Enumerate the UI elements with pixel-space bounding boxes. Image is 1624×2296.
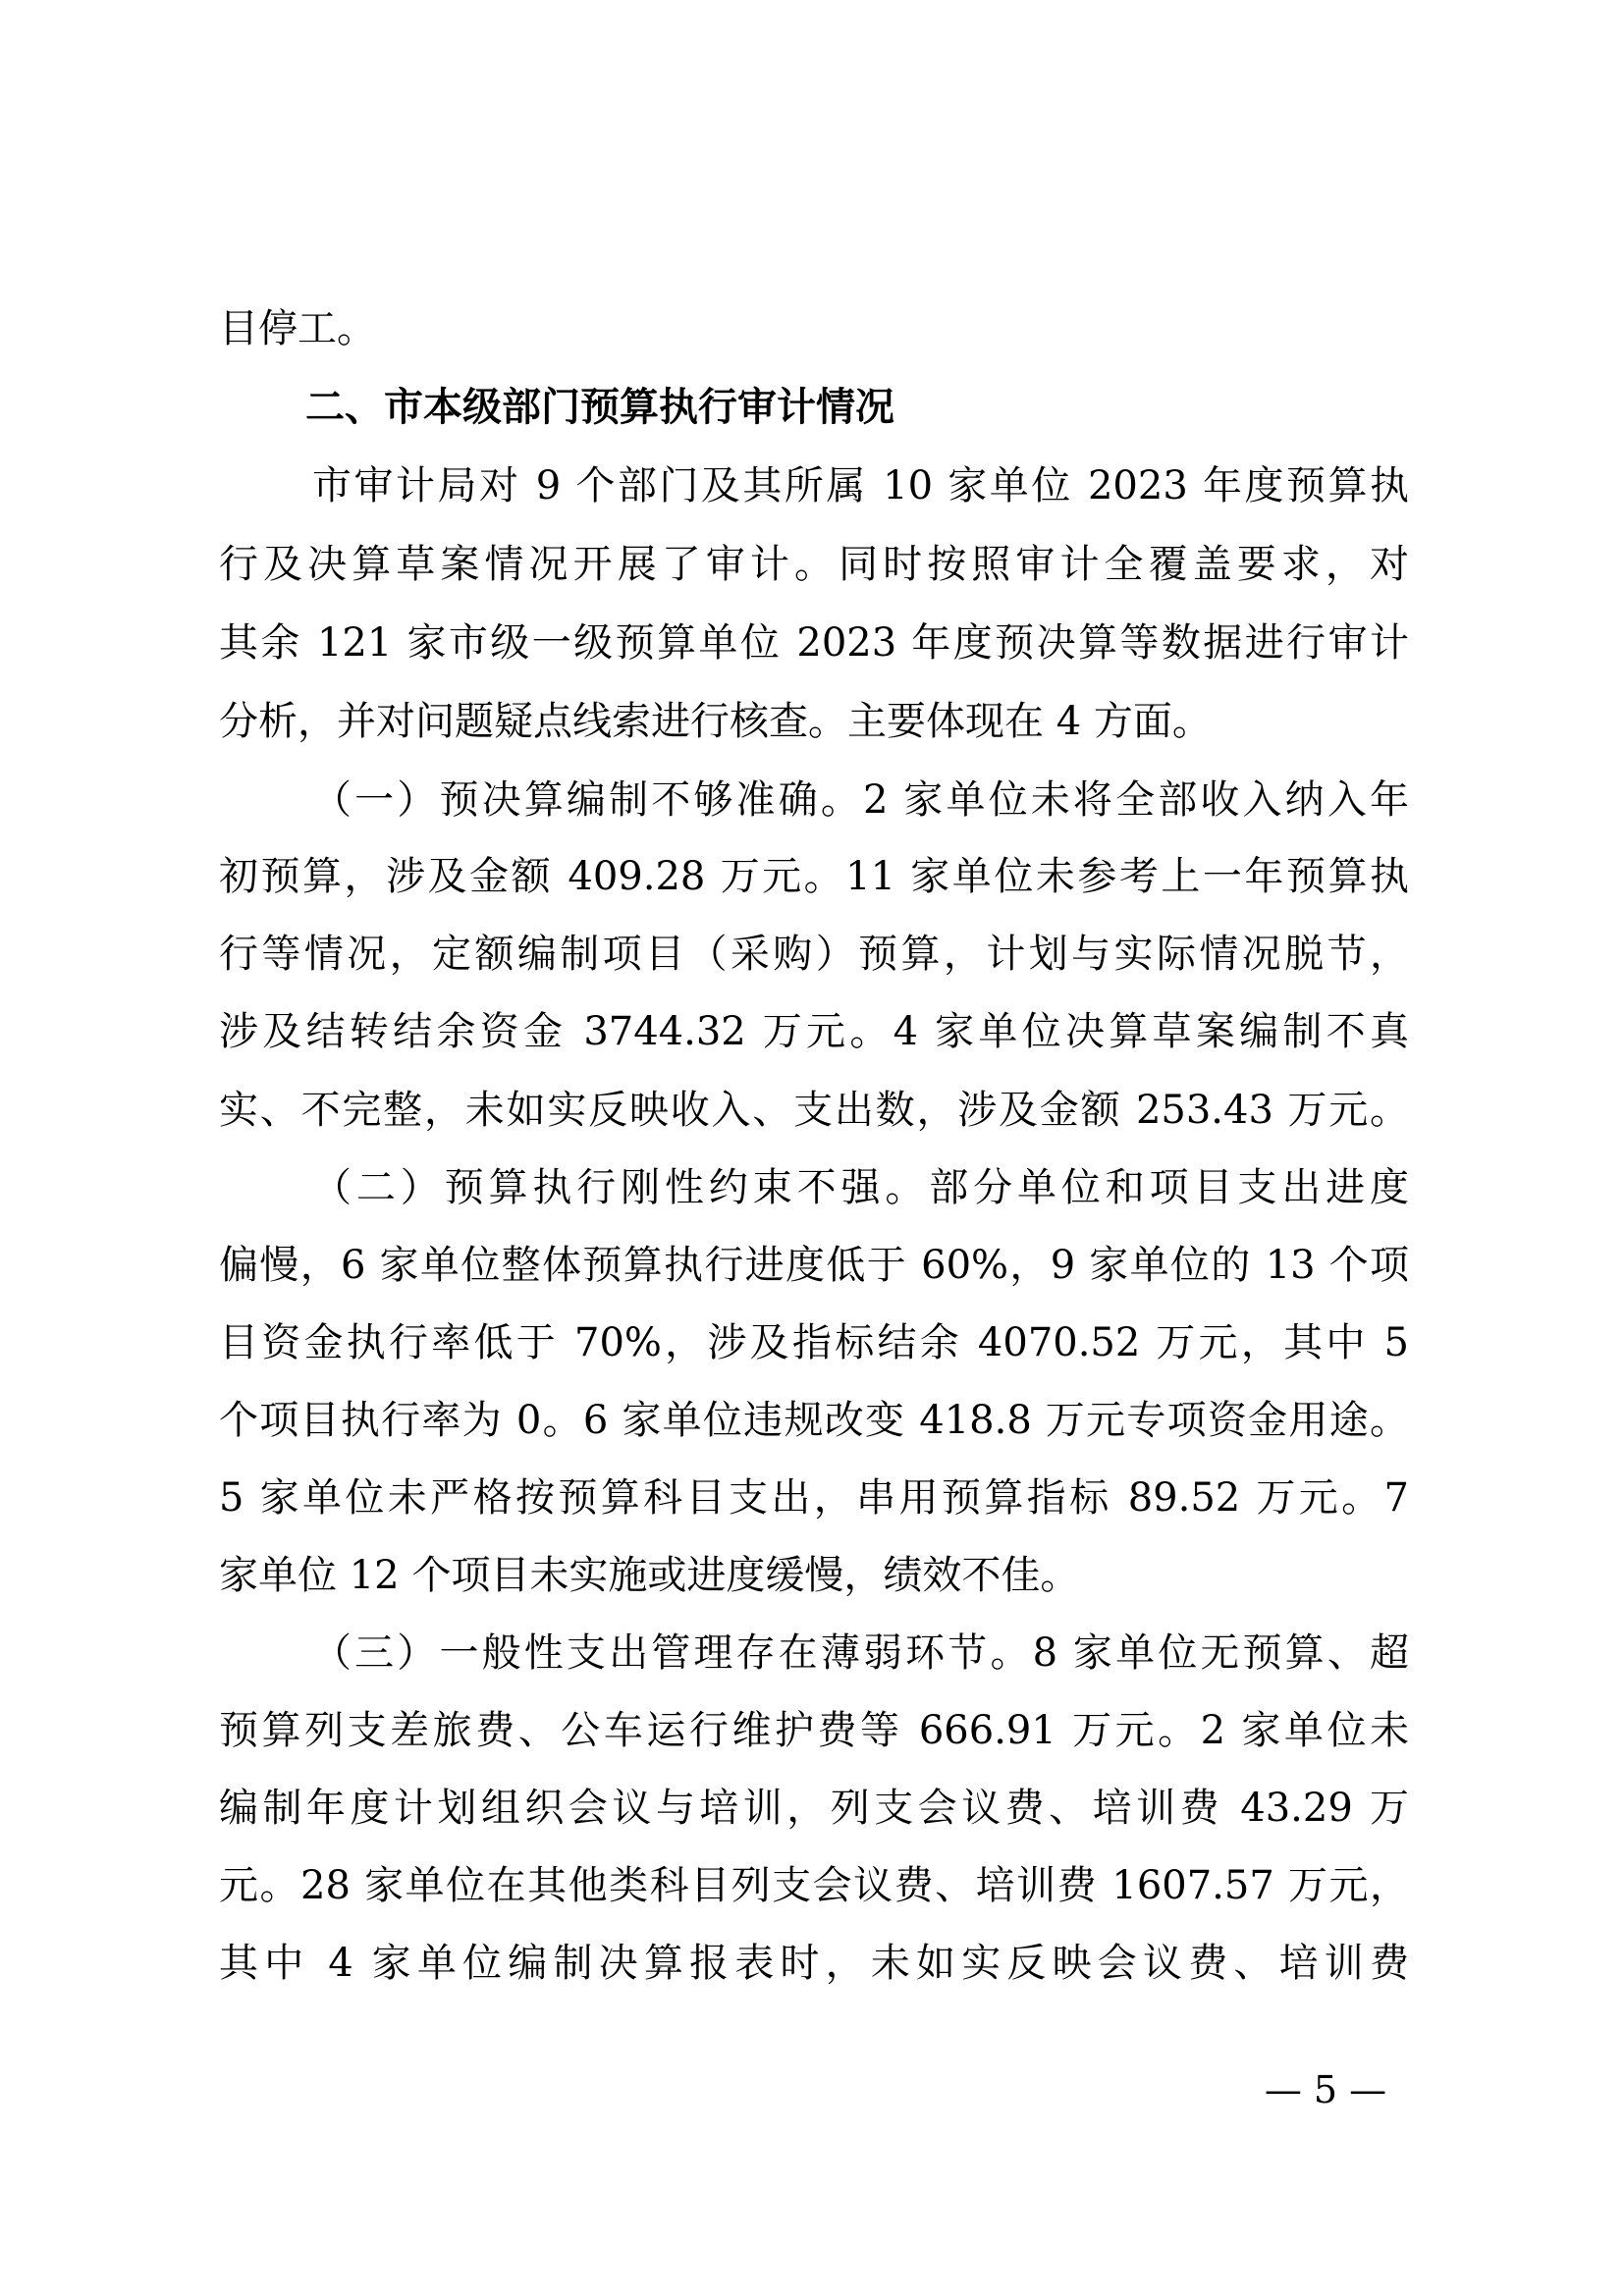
item-two-line: 目资金执行率低于 70%，涉及指标结余 4070.52 万元，其中 5 — [219, 1320, 1409, 1365]
section-heading: 二、市本级部门预算执行审计情况 — [305, 385, 894, 430]
item-two-line: 个项目执行率为 0。6 家单位违规改变 418.8 万元专项资金用途。 — [219, 1398, 1409, 1443]
item-three-line: 其中 4 家单位编制决算报表时，未如实反映会议费、培训费 — [219, 1941, 1409, 1986]
item-two-line: 偏慢，6 家单位整体预算执行进度低于 60%，9 家单位的 13 个项 — [219, 1243, 1409, 1288]
continuation-line: 目停工。 — [219, 306, 376, 351]
item-three-line: （三）一般性支出管理存在薄弱环节。8 家单位无预算、超 — [312, 1630, 1409, 1676]
item-one-line: （一）预决算编制不够准确。2 家单位未将全部收入纳入年 — [312, 777, 1409, 823]
body-line: 分析，并对问题疑点线索进行核查。主要体现在 4 方面。 — [219, 699, 1212, 744]
item-three-line: 元。28 家单位在其他类科目列支会议费、培训费 1607.57 万元， — [219, 1863, 1409, 1908]
body-line: 市审计局对 9 个部门及其所属 10 家单位 2023 年度预算执 — [312, 463, 1409, 508]
body-line: 其余 121 家市级一级预算单位 2023 年度预决算等数据进行审计 — [219, 620, 1409, 666]
item-two-line: （二）预算执行刚性约束不强。部分单位和项目支出进度 — [312, 1165, 1409, 1210]
item-three-line: 预算列支差旅费、公车运行维护费等 666.91 万元。2 家单位未 — [219, 1708, 1409, 1753]
item-two-line: 家单位 12 个项目未实施或进度缓慢，绩效不佳。 — [219, 1553, 1080, 1598]
item-one-line: 涉及结转结余资金 3744.32 万元。4 家单位决算草案编制不真 — [219, 1009, 1409, 1054]
item-one-line: 行等情况，定额编制项目（采购）预算，计划与实际情况脱节， — [219, 932, 1409, 977]
item-one-line: 初预算，涉及金额 409.28 万元。11 家单位未参考上一年预算执 — [219, 854, 1409, 899]
item-one-line: 实、不完整，未如实反映收入、支出数，涉及金额 253.43 万元。 — [219, 1088, 1409, 1133]
body-line: 行及决算草案情况开展了审计。同时按照审计全覆盖要求，对 — [219, 542, 1409, 587]
page-number: — 5 — — [1264, 2068, 1387, 2111]
item-three-line: 编制年度计划组织会议与培训，列支会议费、培训费 43.29 万 — [219, 1786, 1409, 1831]
item-two-line: 5 家单位未严格按预算科目支出，串用预算指标 89.52 万元。7 — [219, 1475, 1409, 1521]
